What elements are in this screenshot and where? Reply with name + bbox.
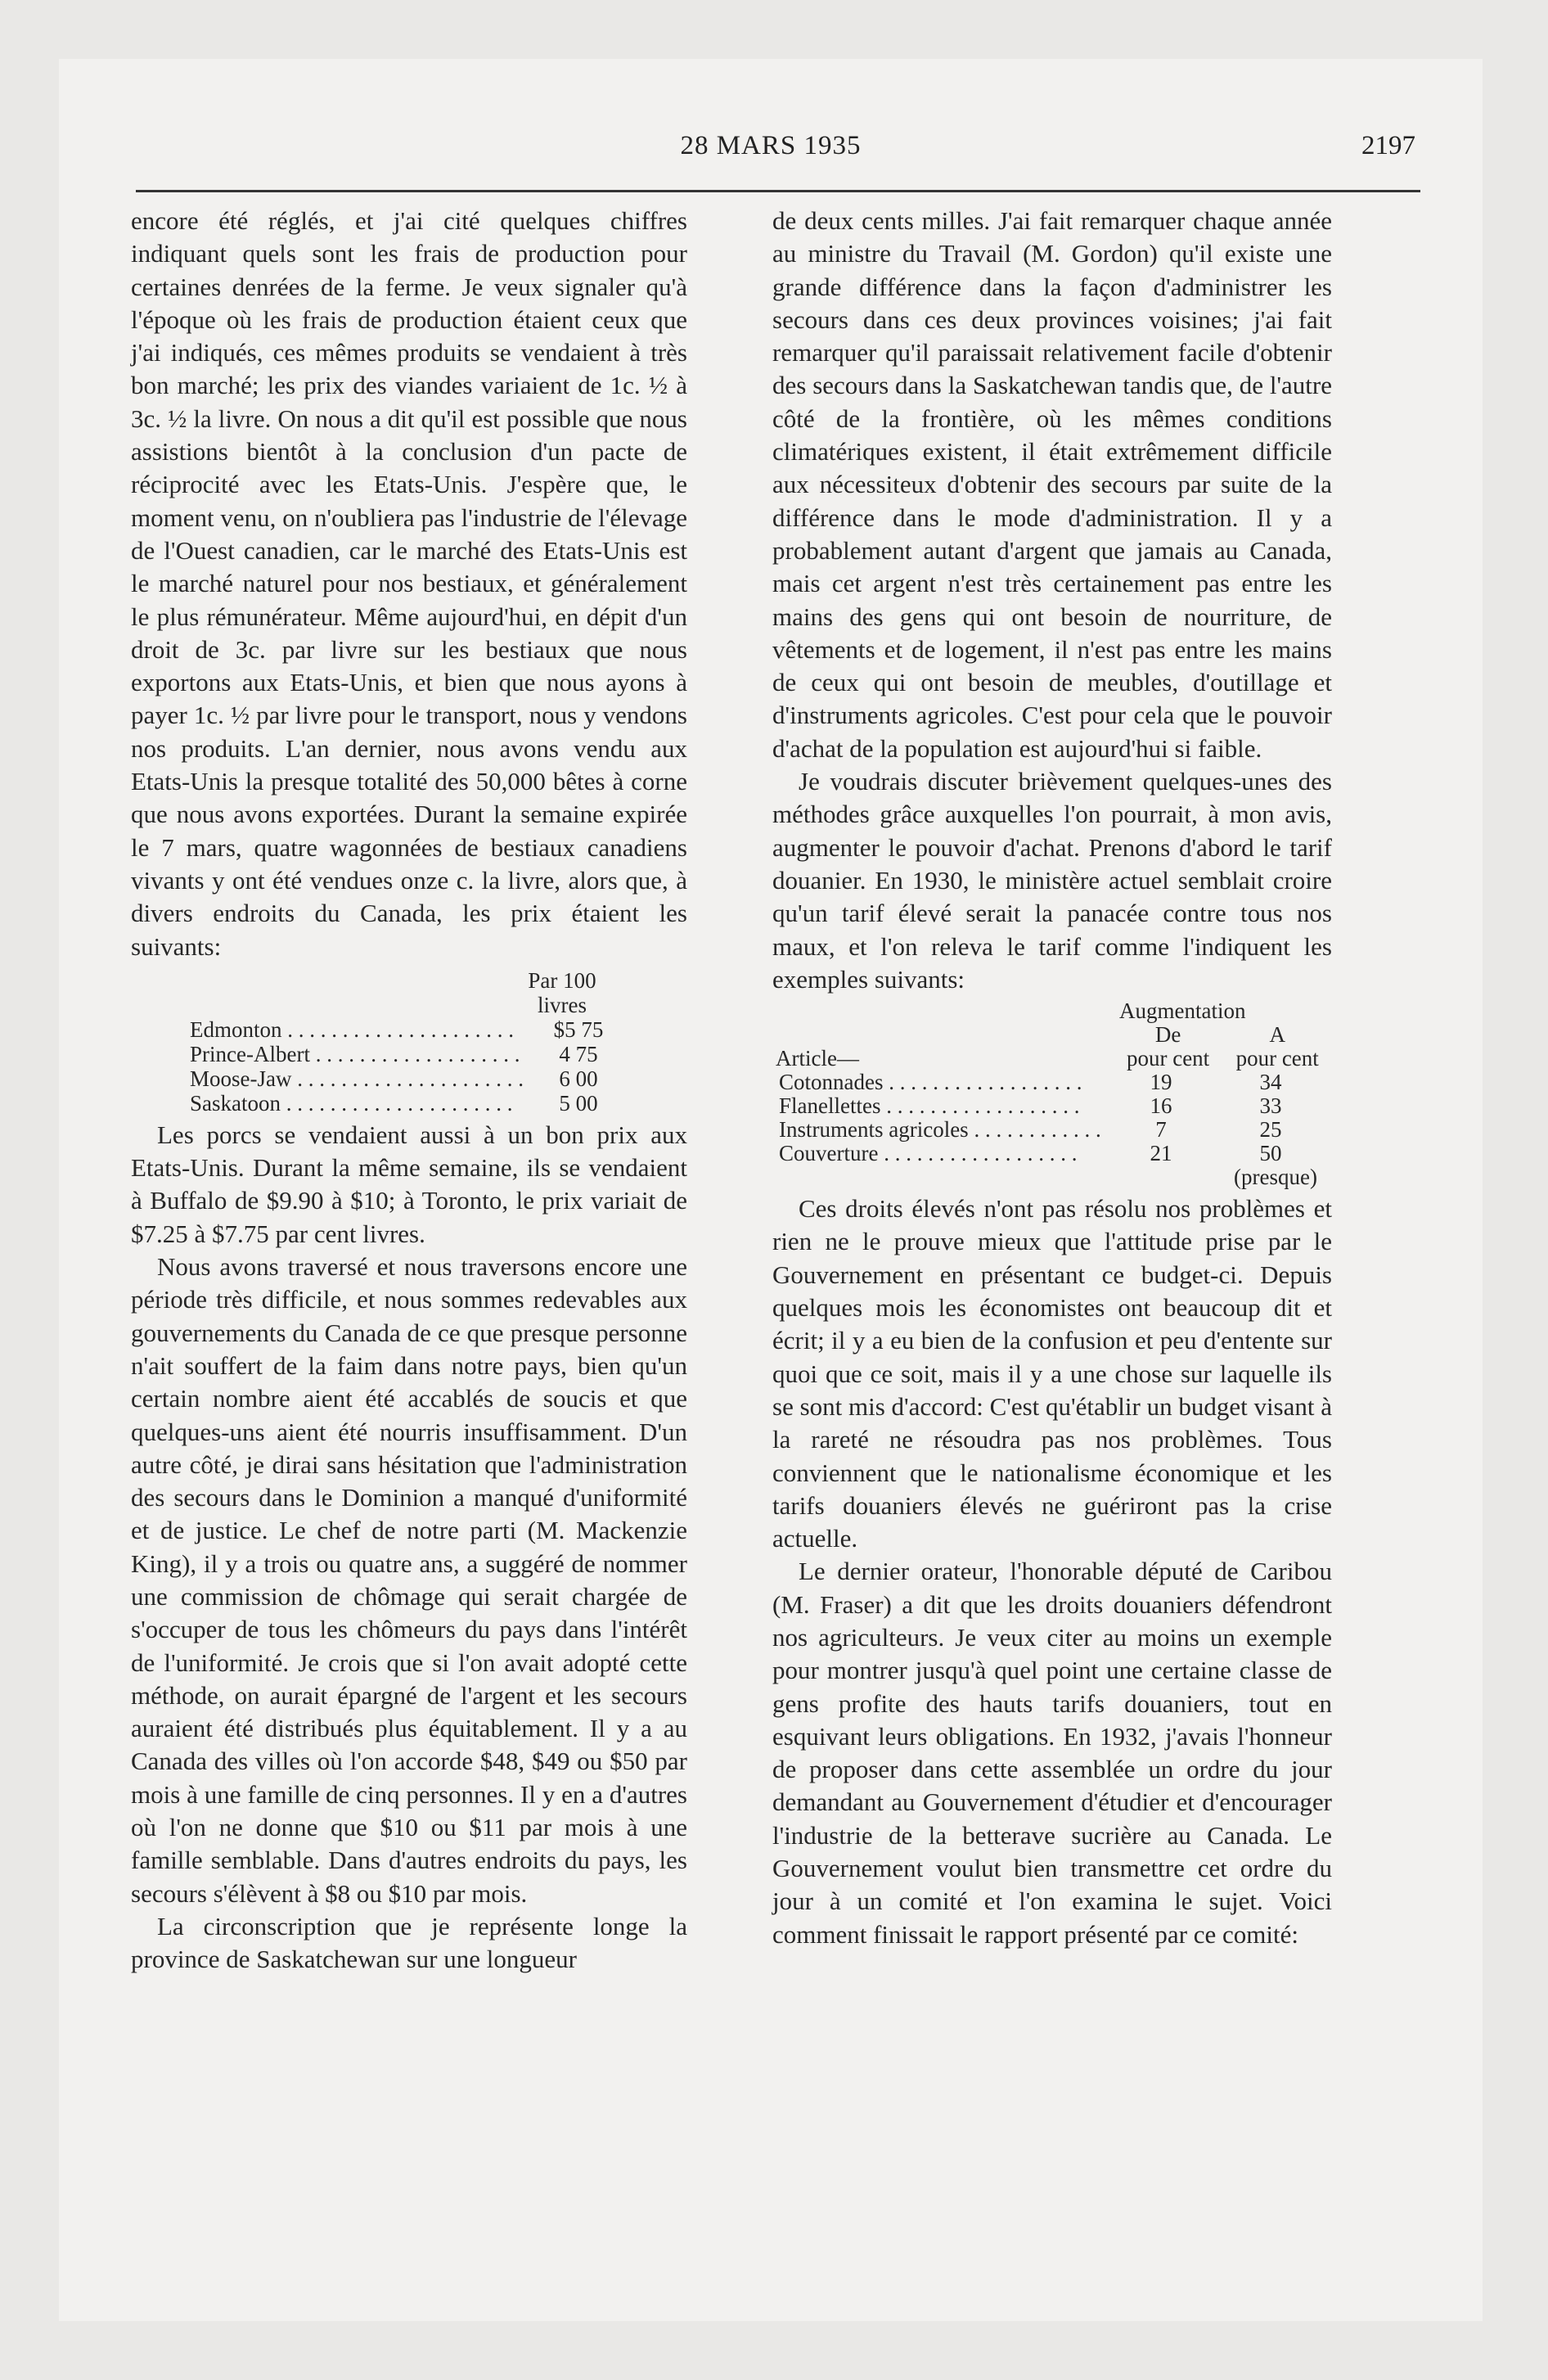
paragraph: Je voudrais discuter brièvement quelques-unes des méthodes grâce auxquelles l'on pourrait, à mon avis, augmenter le pouvoir d'achat. Prenons d'abord le tarif douanier. En 1930, le ministère actuel semblait croire qu'un tarif élevé serait la panacée contre tous nos maux, et l'on releva le tarif comme l'indiquent les exemples suivants: xyxy=(772,767,1332,994)
from-value: 7 xyxy=(1155,1117,1167,1143)
price-value: $5 75 xyxy=(525,1017,632,1042)
tariff-unit-row xyxy=(776,1047,1332,1071)
price-table xyxy=(190,968,632,1116)
price-value: 4 75 xyxy=(525,1042,632,1066)
paragraph: encore été réglés, et j'ai cité quelques chiffres indiquant quels sont les frais de production pour certaines denrées de la ferme. Je veux signaler qu'à l'époque où les frais de production étaient ceux que j'ai indiqués, ces mêmes produits se vendaient à très bon marché; les prix des viandes variaient de 1c. ½ à 3c. ½ la livre. On nous a dit qu'il est possible que nous assistions bientôt à la conclusion d'un pacte de réciprocité avec les Etats-Unis. J'espère que, le moment venu, on n'oubliera pas l'industrie de l'élevage de l'Ouest canadien, car le marché des Etats-Unis est le marché naturel pour nos bestiaux, et généralement le plus rémunérateur. Même aujourd'hui, en dépit d'un droit de 3c. par livre sur les bestiaux que nous exportons aux Etats-Unis, et bien que nous ayons à payer 1c. ½ par livre pour le transport, nous y vendons nos produits. L'an dernier, nous avons vendu aux Etats-Unis la presque totalité des 50,000 bêtes à corne que nous avons exportées. Durant la semaine expirée le 7 mars, quatre wagonnées de bestiaux canadiens vivants y ont été vendues onze c. la livre, alors que, à divers endroits du Canada, les prix étaient les suivants: xyxy=(131,206,687,961)
price-value: 6 00 xyxy=(525,1066,632,1091)
article-name: Couverture . . . xyxy=(776,1142,1106,1165)
paragraph: Ces droits élevés n'ont pas résolu nos problèmes et rien ne le prouve mieux que l'attitude prise par le Gouvernement en présentant ce budget-ci. Depuis quelques mois les économistes ont beaucoup dit et écrit; il y a eu bien de la confusion et peu d'entente sur quoi que ce soit, mais il y a une chose sur laquelle ils se sont mis d'accord: C'est qu'établir un budget visant à la rareté ne résoudra pas nos problèmes. Tous conviennent que le nationalisme économique et les tarifs douaniers élevés ne guériront pas la crise actuelle. xyxy=(772,1194,1332,1553)
paragraph: La circonscription que je représente longe la province de Saskatchewan sur une longueur xyxy=(131,1911,687,1974)
to-value: 34 xyxy=(1259,1070,1282,1095)
city-name: Prince-Albert . . . xyxy=(190,1042,525,1066)
col-to-header: A xyxy=(1269,1022,1285,1048)
price-header-line1: Par 100 xyxy=(528,967,596,993)
article-name: Flanellettes . . . xyxy=(776,1094,1106,1118)
paragraph: Nous avons traversé et nous traversons encore une période très difficile, et nous sommes redevables aux gouvernements du Canada de ce que presque personne n'ait souffert de la faim dans notre pays, bien qu'un certain nombre aient été accablés de soucis et que quelques-uns aient été nourris insuffisamment. D'un autre côté, je dirai sans hésitation que l'administration des secours dans le Dominion a manqué d'uniformité et de justice. Le chef de notre parti (M. Mackenzie King), il y a trois ou quatre ans, a suggéré de nommer une commission de chômage qui serait chargée de s'occuper de tous les chômeurs du pays dans l'intérêt de l'uniformité. Je crois que si l'on avait adopté cette méthode, on aurait épargné de l'argent et les secours auraient été distribués plus équitablement. Il y a au Canada des villes où l'on accorde $48, $49 ou $50 par mois à une famille de cinq personnes. Il y en a d'autres où l'on ne donne que $10 ou $11 par mois à une famille semblable. Dans d'autres endroits du pays, les secours s'élèvent à $8 ou $10 par mois. xyxy=(131,1252,687,1908)
table-row xyxy=(776,1071,1332,1094)
to-value: 33 xyxy=(1259,1093,1282,1119)
table-row xyxy=(190,1066,632,1091)
to-value: 50 xyxy=(1259,1141,1282,1166)
paragraph: Le dernier orateur, l'honorable député de Caribou (M. Fraser) a dit que les droits douaniers défendront nos agriculteurs. Je veux citer au moins un exemple pour montrer jusqu'à quel point une certaine classe de gens profite des hauts tarifs douaniers, tout en esquivant leurs obligations. En 1932, j'avais l'honneur de proposer dans cette assemblée un ordre du jour demandant au Gouvernement d'étudier et d'encourager l'industrie de la betterave sucrière au Canada. Le Gouvernement voulut bien transmettre cet ordre du jour à un comité et l'on examina le sujet. Voici comment finissait le rapport présenté par ce comité: xyxy=(772,1557,1332,1949)
unit-from: pour cent xyxy=(1126,1046,1210,1071)
article-name: Cotonnades . . . xyxy=(776,1071,1106,1094)
from-value: 16 xyxy=(1150,1093,1172,1119)
from-value: 21 xyxy=(1150,1141,1172,1166)
price-table-header xyxy=(190,968,632,1017)
price-value: 5 00 xyxy=(525,1091,632,1116)
right-column xyxy=(772,205,1332,1951)
document-page xyxy=(59,59,1483,2321)
table-row xyxy=(190,1017,632,1042)
article-label: Article— xyxy=(776,1046,859,1071)
to-value: 25 xyxy=(1259,1117,1282,1143)
page-number: 2197 xyxy=(1361,131,1415,160)
left-column xyxy=(131,205,687,1977)
unit-to: pour cent xyxy=(1235,1046,1319,1071)
header-rule xyxy=(136,190,1420,192)
paragraph: Les porcs se vendaient aussi à un bon prix aux Etats-Unis. Durant la même semaine, ils se vendaient à Buffalo de $9.90 à $10; à Toronto, le prix variait de $7.25 à $7.75 par cent livres. xyxy=(131,1120,687,1248)
col-from-header: De xyxy=(1154,1022,1181,1048)
city-name: Moose-Jaw . . . xyxy=(190,1066,525,1091)
price-header-line2: livres xyxy=(538,992,587,1017)
tariff-header-row xyxy=(776,1023,1332,1047)
header-date: 28 MARS 1935 xyxy=(680,131,862,160)
tariff-table xyxy=(776,999,1332,1189)
article-name: Instruments agricoles . . . xyxy=(776,1118,1106,1142)
from-value: 19 xyxy=(1150,1070,1172,1095)
tariff-table-title: Augmentation xyxy=(1119,998,1246,1024)
table-row xyxy=(776,1094,1332,1118)
table-row xyxy=(190,1091,632,1116)
tariff-note: (presque) xyxy=(1234,1165,1317,1190)
city-name: Edmonton . . . xyxy=(190,1017,525,1042)
table-row xyxy=(776,1118,1332,1142)
paragraph: de deux cents milles. J'ai fait remarquer chaque année au ministre du Travail (M. Gordon) qu'il existe une grande différence dans la façon d'administrer les secours dans ces deux provinces voisines; j'ai fait remarquer qu'il paraissait relativement facile d'obtenir des secours dans la Saskatchewan tandis que, de l'autre côté de la frontière, où les mêmes conditions climatériques existent, il était extrêmement difficile aux nécessiteux d'obtenir des secours par suite de la différence dans le mode d'administration. Il y a probablement autant d'argent que jamais au Canada, mais cet argent n'est très certainement pas entre les mains des gens qui ont besoin de nourriture, de vêtements et de logement, il n'est pas entre les mains de ceux qui ont besoin de meubles, d'outillage et d'instruments agricoles. C'est pour cela que le pouvoir d'achat de la population est aujourd'hui si faible. xyxy=(772,206,1332,763)
table-row xyxy=(190,1042,632,1066)
table-row xyxy=(776,1142,1332,1165)
city-name: Saskatoon . . . xyxy=(190,1091,525,1116)
page-header xyxy=(59,131,1483,164)
